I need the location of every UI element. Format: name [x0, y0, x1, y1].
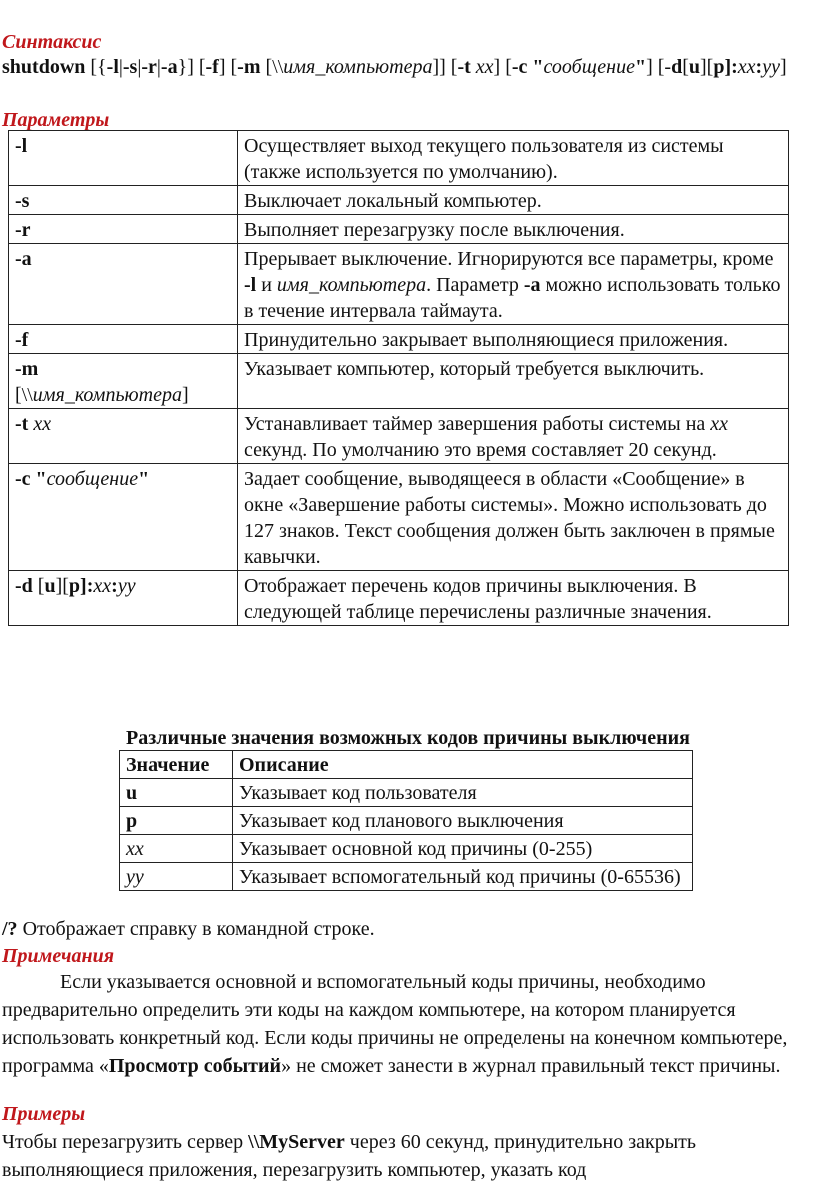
syntax-command: shutdown: [2, 56, 86, 78]
syntax-yy: yy: [762, 56, 780, 78]
param-key-bracket: ]:: [80, 575, 94, 597]
table-row: [9, 354, 789, 409]
example-paragraph: [2, 1128, 814, 1184]
param-desc-cell: Указывает компьютер, который требуется выключить.: [238, 354, 789, 409]
param-key-cell: [9, 131, 238, 186]
syntax-colon: :: [755, 56, 763, 78]
syntax-quote: ": [634, 56, 647, 78]
syntax-line: [2, 52, 808, 82]
syntax-bracket: ]] [: [432, 56, 458, 78]
syntax-bracket: ]: [779, 56, 787, 78]
param-key-cell: [9, 244, 238, 325]
table-row: [120, 779, 693, 807]
table-row: [9, 186, 789, 215]
param-desc-cell: Отображает перечень кодов причины выключения. В следующей таблице перечислены различные значения.: [238, 571, 789, 626]
code-desc-cell: Указывает код пользователя: [233, 779, 693, 807]
syntax-message: сообщение: [543, 56, 635, 78]
desc-text: Прерывает выключение. Игнорируются все параметры, кроме: [244, 248, 774, 270]
syntax-bracket: ][: [699, 56, 714, 78]
param-key: -s: [15, 190, 30, 212]
params-heading: Параметры: [2, 109, 110, 131]
param-key-cell: [9, 409, 238, 464]
syntax-heading: Синтаксис: [2, 31, 102, 53]
param-key-italic: yy: [117, 575, 136, 597]
syntax-p: p: [713, 56, 725, 78]
codes-table: [119, 750, 693, 891]
syntax-bracket: ] [-: [646, 56, 672, 78]
code-desc-cell: Указывает основной код причины (0-255): [233, 835, 693, 863]
param-key-italic: сообщение: [46, 468, 139, 490]
desc-text: секунд. По умолчанию это время составляет 20 секунд.: [244, 439, 717, 461]
syntax-separator: |: [118, 56, 123, 78]
table-row: [120, 863, 693, 891]
table-row: [9, 409, 789, 464]
syntax-separator: |: [156, 56, 161, 78]
param-key-italic: xx: [33, 413, 52, 435]
param-key-cell: [9, 571, 238, 626]
param-key: -m: [15, 358, 39, 380]
param-key: u: [44, 575, 56, 597]
table-row: [9, 131, 789, 186]
code-value: xx: [126, 838, 144, 860]
desc-italic: xx: [710, 413, 729, 435]
syntax-opt-t: -t: [457, 56, 471, 78]
notes-paragraph: [2, 968, 814, 1080]
syntax-opt-l: -l: [106, 56, 119, 78]
table-row: [9, 244, 789, 325]
code-value-cell: [120, 863, 233, 891]
column-header: Значение: [120, 751, 233, 779]
param-key: -a: [15, 248, 32, 270]
syntax-bracket: [\\: [260, 56, 284, 78]
desc-text: Устанавливает таймер завершения работы системы на: [244, 413, 711, 435]
param-key-italic: xx: [93, 575, 112, 597]
table-row: [9, 325, 789, 354]
param-key: p: [68, 575, 81, 597]
syntax-opt-a: -a: [160, 56, 178, 78]
param-key: -c ": [15, 468, 47, 490]
param-desc-cell: [238, 244, 789, 325]
param-desc-cell: Задает сообщение, выводящееся в области «Сообщение» в окне «Завершение работы системы». Можно использовать до 127 знаков. Текст сообщения должен быть заключен в прямые кавычки.: [238, 464, 789, 571]
code-value-cell: [120, 779, 233, 807]
syntax-computer-name: имя_компьютера: [283, 56, 433, 78]
help-line: [2, 916, 375, 942]
syntax-separator: |: [137, 56, 142, 78]
table-row: [120, 807, 693, 835]
param-key: -t: [15, 413, 29, 435]
param-key: -f: [15, 329, 29, 351]
syntax-colon: ]:: [724, 56, 738, 78]
syntax-xx: xx: [475, 56, 494, 78]
param-key-cell: [9, 464, 238, 571]
param-key-cell: [9, 325, 238, 354]
param-key: -r: [15, 219, 31, 241]
code-desc-cell: Указывает код планового выключения: [233, 807, 693, 835]
param-desc-cell: [238, 409, 789, 464]
param-key-cell: [9, 186, 238, 215]
param-desc-cell: Осуществляет выход текущего пользователя из системы (также используется по умолчанию).: [238, 131, 789, 186]
syntax-bracket: [{: [85, 56, 107, 78]
syntax-bracket: }] [: [177, 56, 206, 78]
desc-key: -l: [244, 274, 257, 296]
param-desc-cell: Выполняет перезагрузку после выключения.: [238, 215, 789, 244]
codes-table-title: Различные значения возможных кодов причины выключения: [126, 727, 690, 749]
param-key-colon: :: [111, 575, 118, 597]
help-text: Отображает справку в командной строке.: [17, 918, 375, 940]
param-key-bracket: ]: [181, 384, 189, 406]
example-text: Чтобы перезагрузить сервер: [2, 1131, 249, 1153]
code-value: p: [126, 810, 138, 832]
syntax-opt-d: d: [671, 56, 683, 78]
param-key: -d: [15, 575, 33, 597]
syntax-bracket: ] [: [493, 56, 512, 78]
param-key-bracket: [: [32, 575, 45, 597]
help-key: /?: [2, 918, 18, 940]
desc-text: . Параметр: [426, 274, 524, 296]
notes-text: Если указывается основной и вспомогательный коды причины, необходимо предварительно определить эти коды на каждом компьютере, на котором планируется использовать конкретный код. Если коды причины не определены на конечном компьютере, программа «: [2, 971, 788, 1077]
desc-text: и: [256, 274, 277, 296]
table-row: [9, 464, 789, 571]
syntax-opt-f: -f: [205, 56, 219, 78]
table-row: [9, 571, 789, 626]
param-key: -l: [15, 135, 28, 157]
syntax-bracket: ] [: [218, 56, 238, 78]
param-key-cell: [9, 354, 238, 409]
syntax-bracket: [: [682, 56, 689, 78]
syntax-u: u: [688, 56, 700, 78]
notes-text: » не сможет занести в журнал правильный текст причины.: [281, 1055, 781, 1077]
code-value: yy: [126, 866, 144, 888]
param-key-italic: имя_компьютера: [32, 384, 182, 406]
table-row: [9, 215, 789, 244]
notes-heading: Примечания: [2, 945, 115, 967]
params-table: [8, 130, 789, 626]
syntax-opt-c: -c ": [511, 56, 544, 78]
examples-heading: Примеры: [2, 1103, 86, 1125]
column-header: Описание: [233, 751, 693, 779]
param-key-quote: ": [138, 468, 150, 490]
program-name: Просмотр событий: [108, 1055, 282, 1077]
desc-italic: имя_компьютера: [276, 274, 427, 296]
param-key-bracket: ][: [55, 575, 69, 597]
param-key-cell: [9, 215, 238, 244]
syntax-xx2: xx: [737, 56, 756, 78]
table-header-row: [120, 751, 693, 779]
param-desc-cell: Принудительно закрывает выполняющиеся приложения.: [238, 325, 789, 354]
param-key-bracket: [\\: [15, 384, 33, 406]
server-name: \\MyServer: [248, 1131, 345, 1153]
desc-key: -a: [523, 274, 541, 296]
code-desc-cell: Указывает вспомогательный код причины (0-65536): [233, 863, 693, 891]
code-value: u: [126, 782, 138, 804]
desc-text: можно использовать только в течение интервала таймаута.: [244, 274, 781, 322]
example-text: через 60 секунд, принудительно закрыть выполняющиеся приложения, перезагрузить компьютер, указать код: [2, 1131, 697, 1181]
code-value-cell: [120, 807, 233, 835]
param-desc-cell: Выключает локальный компьютер.: [238, 186, 789, 215]
code-value-cell: [120, 835, 233, 863]
syntax-opt-r: -r: [141, 56, 157, 78]
table-row: [120, 835, 693, 863]
syntax-opt-s: -s: [122, 56, 138, 78]
syntax-opt-m: -m: [237, 56, 261, 78]
